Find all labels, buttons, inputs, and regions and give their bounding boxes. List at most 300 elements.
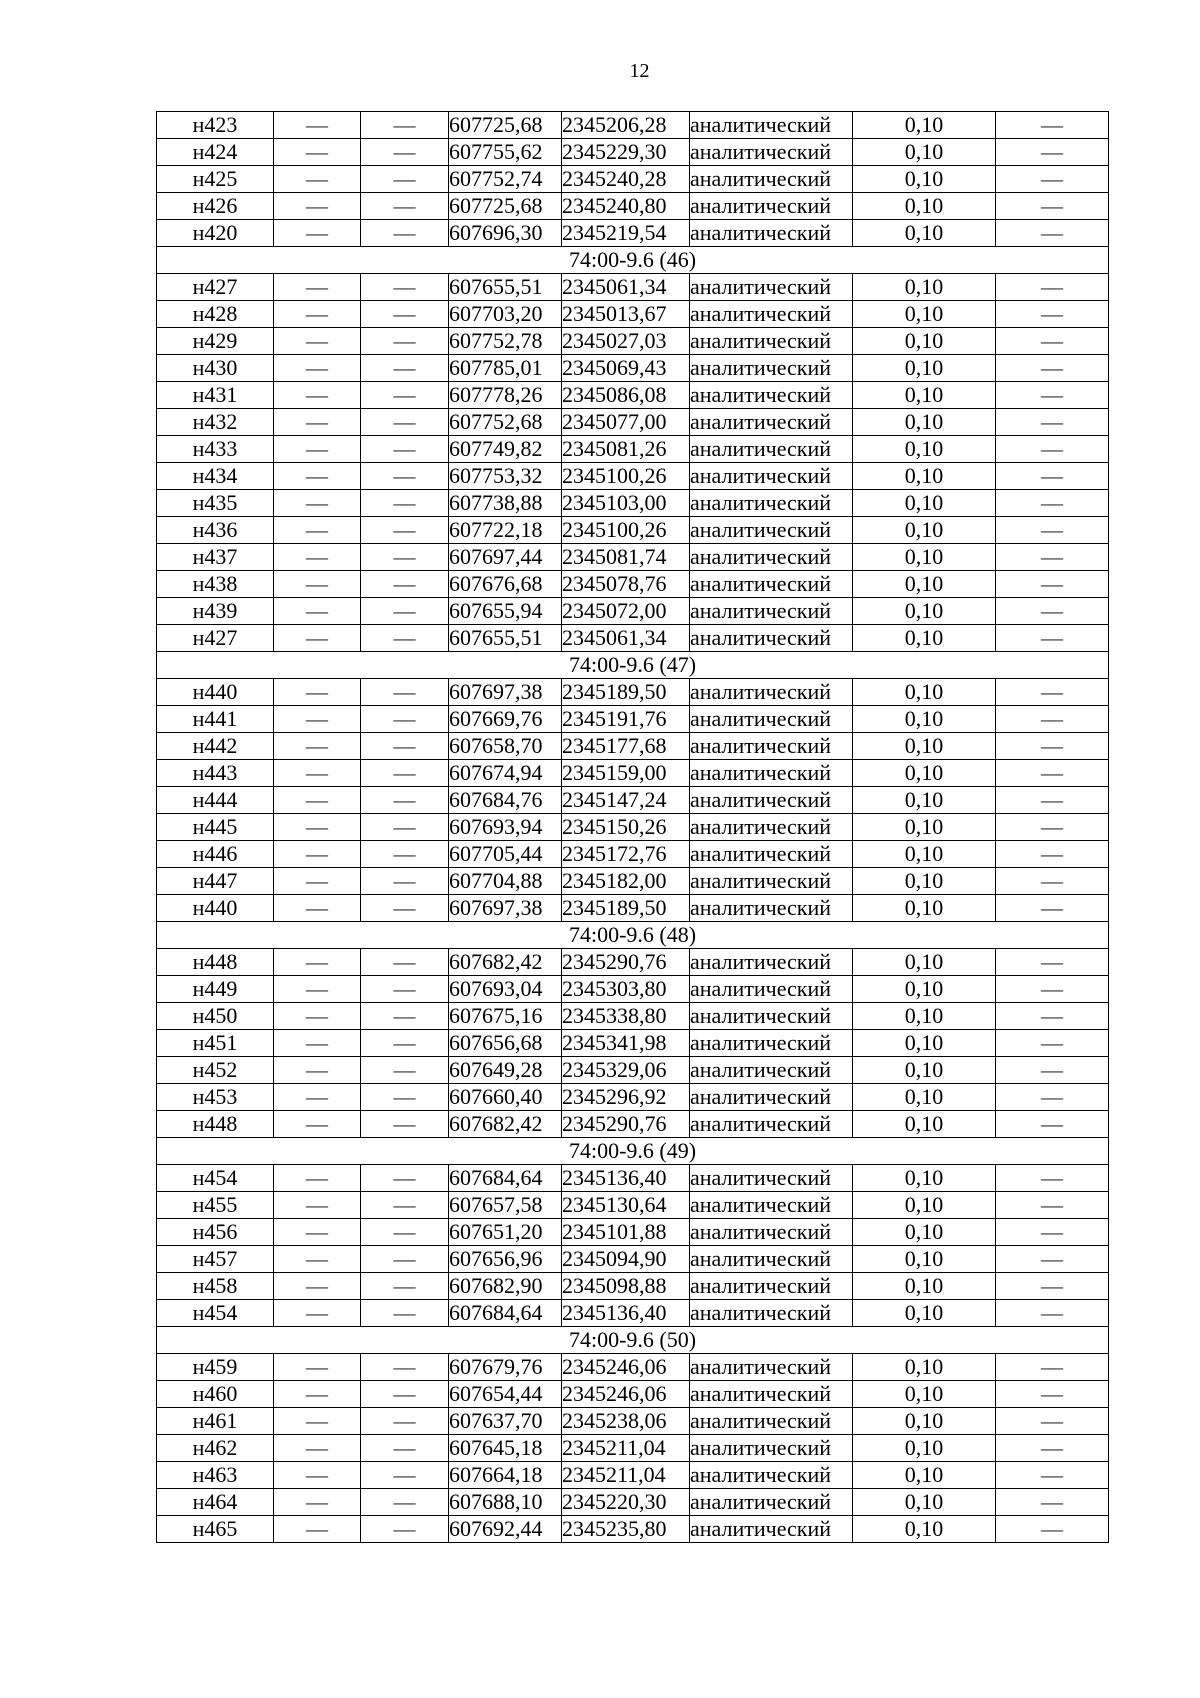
dash-cell: — xyxy=(274,841,361,868)
accuracy-cell: 0,10 xyxy=(853,490,996,517)
method-cell: аналитический xyxy=(690,274,853,301)
table-row xyxy=(157,1435,1109,1462)
section-header-row xyxy=(157,1327,1109,1354)
coordinates-table xyxy=(156,111,1109,1543)
method-cell: аналитический xyxy=(690,787,853,814)
accuracy-cell: 0,10 xyxy=(853,409,996,436)
table-row xyxy=(157,1462,1109,1489)
table-row xyxy=(157,814,1109,841)
dash-cell: — xyxy=(274,760,361,787)
table-row xyxy=(157,1057,1109,1084)
section-title: 74:00-9.6 (48) xyxy=(157,922,1109,949)
method-cell: аналитический xyxy=(690,733,853,760)
dash-cell: — xyxy=(361,1408,449,1435)
method-cell: аналитический xyxy=(690,1084,853,1111)
x-coordinate-cell: 607684,76 xyxy=(449,787,562,814)
accuracy-cell: 0,10 xyxy=(853,1030,996,1057)
accuracy-cell: 0,10 xyxy=(853,1192,996,1219)
dash-cell: — xyxy=(361,1516,449,1543)
accuracy-cell: 0,10 xyxy=(853,949,996,976)
accuracy-cell: 0,10 xyxy=(853,517,996,544)
point-cell: н427 xyxy=(157,625,274,652)
x-coordinate-cell: 607725,68 xyxy=(449,112,562,139)
dash-cell: — xyxy=(361,868,449,895)
note-cell: — xyxy=(996,220,1109,247)
dash-cell: — xyxy=(361,571,449,598)
section-title: 74:00-9.6 (50) xyxy=(157,1327,1109,1354)
accuracy-cell: 0,10 xyxy=(853,1057,996,1084)
method-cell: аналитический xyxy=(690,949,853,976)
y-coordinate-cell: 2345329,06 xyxy=(562,1057,690,1084)
note-cell: — xyxy=(996,1057,1109,1084)
dash-cell: — xyxy=(361,220,449,247)
accuracy-cell: 0,10 xyxy=(853,976,996,1003)
point-cell: н440 xyxy=(157,895,274,922)
note-cell: — xyxy=(996,679,1109,706)
table-row xyxy=(157,1300,1109,1327)
note-cell: — xyxy=(996,112,1109,139)
note-cell: — xyxy=(996,1462,1109,1489)
dash-cell: — xyxy=(361,517,449,544)
point-cell: н455 xyxy=(157,1192,274,1219)
dash-cell: — xyxy=(274,1165,361,1192)
y-coordinate-cell: 2345150,26 xyxy=(562,814,690,841)
note-cell: — xyxy=(996,463,1109,490)
y-coordinate-cell: 2345296,92 xyxy=(562,1084,690,1111)
point-cell: н461 xyxy=(157,1408,274,1435)
point-cell: н436 xyxy=(157,517,274,544)
y-coordinate-cell: 2345191,76 xyxy=(562,706,690,733)
accuracy-cell: 0,10 xyxy=(853,679,996,706)
section-header-row xyxy=(157,1138,1109,1165)
table-row xyxy=(157,139,1109,166)
table-row xyxy=(157,1354,1109,1381)
dash-cell: — xyxy=(274,1489,361,1516)
dash-cell: — xyxy=(361,409,449,436)
point-cell: н433 xyxy=(157,436,274,463)
y-coordinate-cell: 2345240,80 xyxy=(562,193,690,220)
point-cell: н456 xyxy=(157,1219,274,1246)
x-coordinate-cell: 607649,28 xyxy=(449,1057,562,1084)
point-cell: н451 xyxy=(157,1030,274,1057)
dash-cell: — xyxy=(361,112,449,139)
table-row xyxy=(157,571,1109,598)
accuracy-cell: 0,10 xyxy=(853,706,996,733)
method-cell: аналитический xyxy=(690,139,853,166)
dash-cell: — xyxy=(361,490,449,517)
table-row xyxy=(157,895,1109,922)
point-cell: н457 xyxy=(157,1246,274,1273)
accuracy-cell: 0,10 xyxy=(853,166,996,193)
x-coordinate-cell: 607651,20 xyxy=(449,1219,562,1246)
table-row xyxy=(157,490,1109,517)
x-coordinate-cell: 607655,51 xyxy=(449,625,562,652)
y-coordinate-cell: 2345072,00 xyxy=(562,598,690,625)
point-cell: н448 xyxy=(157,1111,274,1138)
note-cell: — xyxy=(996,1030,1109,1057)
x-coordinate-cell: 607692,44 xyxy=(449,1516,562,1543)
accuracy-cell: 0,10 xyxy=(853,1435,996,1462)
dash-cell: — xyxy=(274,868,361,895)
table-row xyxy=(157,301,1109,328)
dash-cell: — xyxy=(274,598,361,625)
note-cell: — xyxy=(996,1381,1109,1408)
section-header-row xyxy=(157,922,1109,949)
method-cell: аналитический xyxy=(690,598,853,625)
x-coordinate-cell: 607697,44 xyxy=(449,544,562,571)
method-cell: аналитический xyxy=(690,436,853,463)
dash-cell: — xyxy=(361,625,449,652)
y-coordinate-cell: 2345182,00 xyxy=(562,868,690,895)
x-coordinate-cell: 607656,68 xyxy=(449,1030,562,1057)
point-cell: н439 xyxy=(157,598,274,625)
x-coordinate-cell: 607675,16 xyxy=(449,1003,562,1030)
x-coordinate-cell: 607654,44 xyxy=(449,1381,562,1408)
section-title: 74:00-9.6 (47) xyxy=(157,652,1109,679)
dash-cell: — xyxy=(274,193,361,220)
point-cell: н424 xyxy=(157,139,274,166)
table-row xyxy=(157,868,1109,895)
method-cell: аналитический xyxy=(690,1111,853,1138)
method-cell: аналитический xyxy=(690,625,853,652)
x-coordinate-cell: 607655,51 xyxy=(449,274,562,301)
method-cell: аналитический xyxy=(690,895,853,922)
y-coordinate-cell: 2345172,76 xyxy=(562,841,690,868)
note-cell: — xyxy=(996,1084,1109,1111)
x-coordinate-cell: 607778,26 xyxy=(449,382,562,409)
point-cell: н446 xyxy=(157,841,274,868)
dash-cell: — xyxy=(361,1003,449,1030)
method-cell: аналитический xyxy=(690,1300,853,1327)
dash-cell: — xyxy=(274,382,361,409)
method-cell: аналитический xyxy=(690,814,853,841)
dash-cell: — xyxy=(361,1381,449,1408)
note-cell: — xyxy=(996,868,1109,895)
point-cell: н420 xyxy=(157,220,274,247)
section-header-row xyxy=(157,247,1109,274)
note-cell: — xyxy=(996,1489,1109,1516)
section-title: 74:00-9.6 (49) xyxy=(157,1138,1109,1165)
point-cell: н447 xyxy=(157,868,274,895)
accuracy-cell: 0,10 xyxy=(853,868,996,895)
accuracy-cell: 0,10 xyxy=(853,1246,996,1273)
accuracy-cell: 0,10 xyxy=(853,436,996,463)
y-coordinate-cell: 2345246,06 xyxy=(562,1354,690,1381)
dash-cell: — xyxy=(361,436,449,463)
accuracy-cell: 0,10 xyxy=(853,382,996,409)
method-cell: аналитический xyxy=(690,1219,853,1246)
y-coordinate-cell: 2345341,98 xyxy=(562,1030,690,1057)
method-cell: аналитический xyxy=(690,328,853,355)
point-cell: н462 xyxy=(157,1435,274,1462)
table-row xyxy=(157,544,1109,571)
dash-cell: — xyxy=(274,1273,361,1300)
table-row xyxy=(157,679,1109,706)
y-coordinate-cell: 2345078,76 xyxy=(562,571,690,598)
x-coordinate-cell: 607637,70 xyxy=(449,1408,562,1435)
point-cell: н443 xyxy=(157,760,274,787)
method-cell: аналитический xyxy=(690,1246,853,1273)
method-cell: аналитический xyxy=(690,544,853,571)
method-cell: аналитический xyxy=(690,1435,853,1462)
accuracy-cell: 0,10 xyxy=(853,1273,996,1300)
dash-cell: — xyxy=(361,1030,449,1057)
dash-cell: — xyxy=(274,220,361,247)
dash-cell: — xyxy=(274,679,361,706)
point-cell: н459 xyxy=(157,1354,274,1381)
table-row xyxy=(157,625,1109,652)
table-row xyxy=(157,1408,1109,1435)
note-cell: — xyxy=(996,787,1109,814)
dash-cell: — xyxy=(274,733,361,760)
dash-cell: — xyxy=(274,1219,361,1246)
note-cell: — xyxy=(996,598,1109,625)
table-row xyxy=(157,355,1109,382)
page-number: 12 xyxy=(629,60,650,82)
accuracy-cell: 0,10 xyxy=(853,571,996,598)
method-cell: аналитический xyxy=(690,112,853,139)
y-coordinate-cell: 2345077,00 xyxy=(562,409,690,436)
dash-cell: — xyxy=(274,571,361,598)
y-coordinate-cell: 2345189,50 xyxy=(562,895,690,922)
dash-cell: — xyxy=(274,544,361,571)
dash-cell: — xyxy=(361,166,449,193)
accuracy-cell: 0,10 xyxy=(853,355,996,382)
dash-cell: — xyxy=(361,1300,449,1327)
method-cell: аналитический xyxy=(690,679,853,706)
y-coordinate-cell: 2345338,80 xyxy=(562,1003,690,1030)
note-cell: — xyxy=(996,1435,1109,1462)
note-cell: — xyxy=(996,409,1109,436)
x-coordinate-cell: 607684,64 xyxy=(449,1165,562,1192)
dash-cell: — xyxy=(274,1462,361,1489)
table-row xyxy=(157,706,1109,733)
x-coordinate-cell: 607722,18 xyxy=(449,517,562,544)
y-coordinate-cell: 2345103,00 xyxy=(562,490,690,517)
accuracy-cell: 0,10 xyxy=(853,1516,996,1543)
y-coordinate-cell: 2345238,06 xyxy=(562,1408,690,1435)
x-coordinate-cell: 607785,01 xyxy=(449,355,562,382)
dash-cell: — xyxy=(361,463,449,490)
x-coordinate-cell: 607752,68 xyxy=(449,409,562,436)
accuracy-cell: 0,10 xyxy=(853,112,996,139)
dash-cell: — xyxy=(361,895,449,922)
x-coordinate-cell: 607704,88 xyxy=(449,868,562,895)
accuracy-cell: 0,10 xyxy=(853,544,996,571)
method-cell: аналитический xyxy=(690,517,853,544)
dash-cell: — xyxy=(361,274,449,301)
point-cell: н450 xyxy=(157,1003,274,1030)
note-cell: — xyxy=(996,1192,1109,1219)
dash-cell: — xyxy=(274,139,361,166)
dash-cell: — xyxy=(274,1354,361,1381)
dash-cell: — xyxy=(274,274,361,301)
dash-cell: — xyxy=(274,355,361,382)
dash-cell: — xyxy=(361,328,449,355)
dash-cell: — xyxy=(361,1111,449,1138)
point-cell: н465 xyxy=(157,1516,274,1543)
x-coordinate-cell: 607660,40 xyxy=(449,1084,562,1111)
x-coordinate-cell: 607655,94 xyxy=(449,598,562,625)
note-cell: — xyxy=(996,436,1109,463)
note-cell: — xyxy=(996,1246,1109,1273)
point-cell: н464 xyxy=(157,1489,274,1516)
x-coordinate-cell: 607682,42 xyxy=(449,949,562,976)
x-coordinate-cell: 607674,94 xyxy=(449,760,562,787)
x-coordinate-cell: 607679,76 xyxy=(449,1354,562,1381)
note-cell: — xyxy=(996,1003,1109,1030)
dash-cell: — xyxy=(361,949,449,976)
method-cell: аналитический xyxy=(690,166,853,193)
y-coordinate-cell: 2345303,80 xyxy=(562,976,690,1003)
method-cell: аналитический xyxy=(690,868,853,895)
y-coordinate-cell: 2345061,34 xyxy=(562,625,690,652)
table-row xyxy=(157,760,1109,787)
accuracy-cell: 0,10 xyxy=(853,625,996,652)
dash-cell: — xyxy=(361,733,449,760)
dash-cell: — xyxy=(361,814,449,841)
accuracy-cell: 0,10 xyxy=(853,220,996,247)
point-cell: н463 xyxy=(157,1462,274,1489)
dash-cell: — xyxy=(361,301,449,328)
accuracy-cell: 0,10 xyxy=(853,274,996,301)
table-row xyxy=(157,1165,1109,1192)
y-coordinate-cell: 2345211,04 xyxy=(562,1462,690,1489)
point-cell: н454 xyxy=(157,1300,274,1327)
y-coordinate-cell: 2345086,08 xyxy=(562,382,690,409)
y-coordinate-cell: 2345189,50 xyxy=(562,679,690,706)
dash-cell: — xyxy=(361,382,449,409)
point-cell: н423 xyxy=(157,112,274,139)
method-cell: аналитический xyxy=(690,1516,853,1543)
table-row xyxy=(157,1246,1109,1273)
method-cell: аналитический xyxy=(690,382,853,409)
note-cell: — xyxy=(996,274,1109,301)
y-coordinate-cell: 2345246,06 xyxy=(562,1381,690,1408)
method-cell: аналитический xyxy=(690,1030,853,1057)
x-coordinate-cell: 607752,78 xyxy=(449,328,562,355)
method-cell: аналитический xyxy=(690,301,853,328)
dash-cell: — xyxy=(361,355,449,382)
y-coordinate-cell: 2345290,76 xyxy=(562,949,690,976)
dash-cell: — xyxy=(274,787,361,814)
method-cell: аналитический xyxy=(690,463,853,490)
x-coordinate-cell: 607682,42 xyxy=(449,1111,562,1138)
point-cell: н440 xyxy=(157,679,274,706)
point-cell: н453 xyxy=(157,1084,274,1111)
note-cell: — xyxy=(996,571,1109,598)
table-row xyxy=(157,166,1109,193)
dash-cell: — xyxy=(274,814,361,841)
y-coordinate-cell: 2345130,64 xyxy=(562,1192,690,1219)
dash-cell: — xyxy=(274,1192,361,1219)
y-coordinate-cell: 2345100,26 xyxy=(562,463,690,490)
accuracy-cell: 0,10 xyxy=(853,139,996,166)
point-cell: н432 xyxy=(157,409,274,436)
dash-cell: — xyxy=(361,1462,449,1489)
dash-cell: — xyxy=(361,1489,449,1516)
method-cell: аналитический xyxy=(690,571,853,598)
dash-cell: — xyxy=(274,1084,361,1111)
note-cell: — xyxy=(996,760,1109,787)
table-row xyxy=(157,841,1109,868)
accuracy-cell: 0,10 xyxy=(853,1084,996,1111)
y-coordinate-cell: 2345081,26 xyxy=(562,436,690,463)
accuracy-cell: 0,10 xyxy=(853,814,996,841)
dash-cell: — xyxy=(274,895,361,922)
y-coordinate-cell: 2345013,67 xyxy=(562,301,690,328)
x-coordinate-cell: 607705,44 xyxy=(449,841,562,868)
accuracy-cell: 0,10 xyxy=(853,1408,996,1435)
y-coordinate-cell: 2345219,54 xyxy=(562,220,690,247)
x-coordinate-cell: 607658,70 xyxy=(449,733,562,760)
accuracy-cell: 0,10 xyxy=(853,193,996,220)
accuracy-cell: 0,10 xyxy=(853,787,996,814)
method-cell: аналитический xyxy=(690,706,853,733)
note-cell: — xyxy=(996,328,1109,355)
x-coordinate-cell: 607669,76 xyxy=(449,706,562,733)
point-cell: н452 xyxy=(157,1057,274,1084)
x-coordinate-cell: 607684,64 xyxy=(449,1300,562,1327)
table-row xyxy=(157,733,1109,760)
accuracy-cell: 0,10 xyxy=(853,1300,996,1327)
note-cell: — xyxy=(996,517,1109,544)
y-coordinate-cell: 2345235,80 xyxy=(562,1516,690,1543)
accuracy-cell: 0,10 xyxy=(853,1165,996,1192)
point-cell: н426 xyxy=(157,193,274,220)
dash-cell: — xyxy=(361,1354,449,1381)
note-cell: — xyxy=(996,949,1109,976)
x-coordinate-cell: 607753,32 xyxy=(449,463,562,490)
table-row xyxy=(157,409,1109,436)
y-coordinate-cell: 2345094,90 xyxy=(562,1246,690,1273)
y-coordinate-cell: 2345081,74 xyxy=(562,544,690,571)
table-row xyxy=(157,976,1109,1003)
dash-cell: — xyxy=(274,1516,361,1543)
dash-cell: — xyxy=(361,679,449,706)
note-cell: — xyxy=(996,1273,1109,1300)
note-cell: — xyxy=(996,625,1109,652)
method-cell: аналитический xyxy=(690,1408,853,1435)
note-cell: — xyxy=(996,166,1109,193)
point-cell: н458 xyxy=(157,1273,274,1300)
method-cell: аналитический xyxy=(690,1273,853,1300)
accuracy-cell: 0,10 xyxy=(853,1381,996,1408)
y-coordinate-cell: 2345211,04 xyxy=(562,1435,690,1462)
point-cell: н454 xyxy=(157,1165,274,1192)
note-cell: — xyxy=(996,1516,1109,1543)
note-cell: — xyxy=(996,301,1109,328)
note-cell: — xyxy=(996,706,1109,733)
table-row xyxy=(157,382,1109,409)
table-row xyxy=(157,1030,1109,1057)
point-cell: н460 xyxy=(157,1381,274,1408)
table-row xyxy=(157,436,1109,463)
dash-cell: — xyxy=(274,436,361,463)
dash-cell: — xyxy=(361,1219,449,1246)
dash-cell: — xyxy=(361,1192,449,1219)
table-row xyxy=(157,1489,1109,1516)
dash-cell: — xyxy=(274,1246,361,1273)
dash-cell: — xyxy=(361,706,449,733)
point-cell: н434 xyxy=(157,463,274,490)
table-row xyxy=(157,949,1109,976)
table-row xyxy=(157,1192,1109,1219)
note-cell: — xyxy=(996,1408,1109,1435)
point-cell: н431 xyxy=(157,382,274,409)
method-cell: аналитический xyxy=(690,760,853,787)
method-cell: аналитический xyxy=(690,193,853,220)
